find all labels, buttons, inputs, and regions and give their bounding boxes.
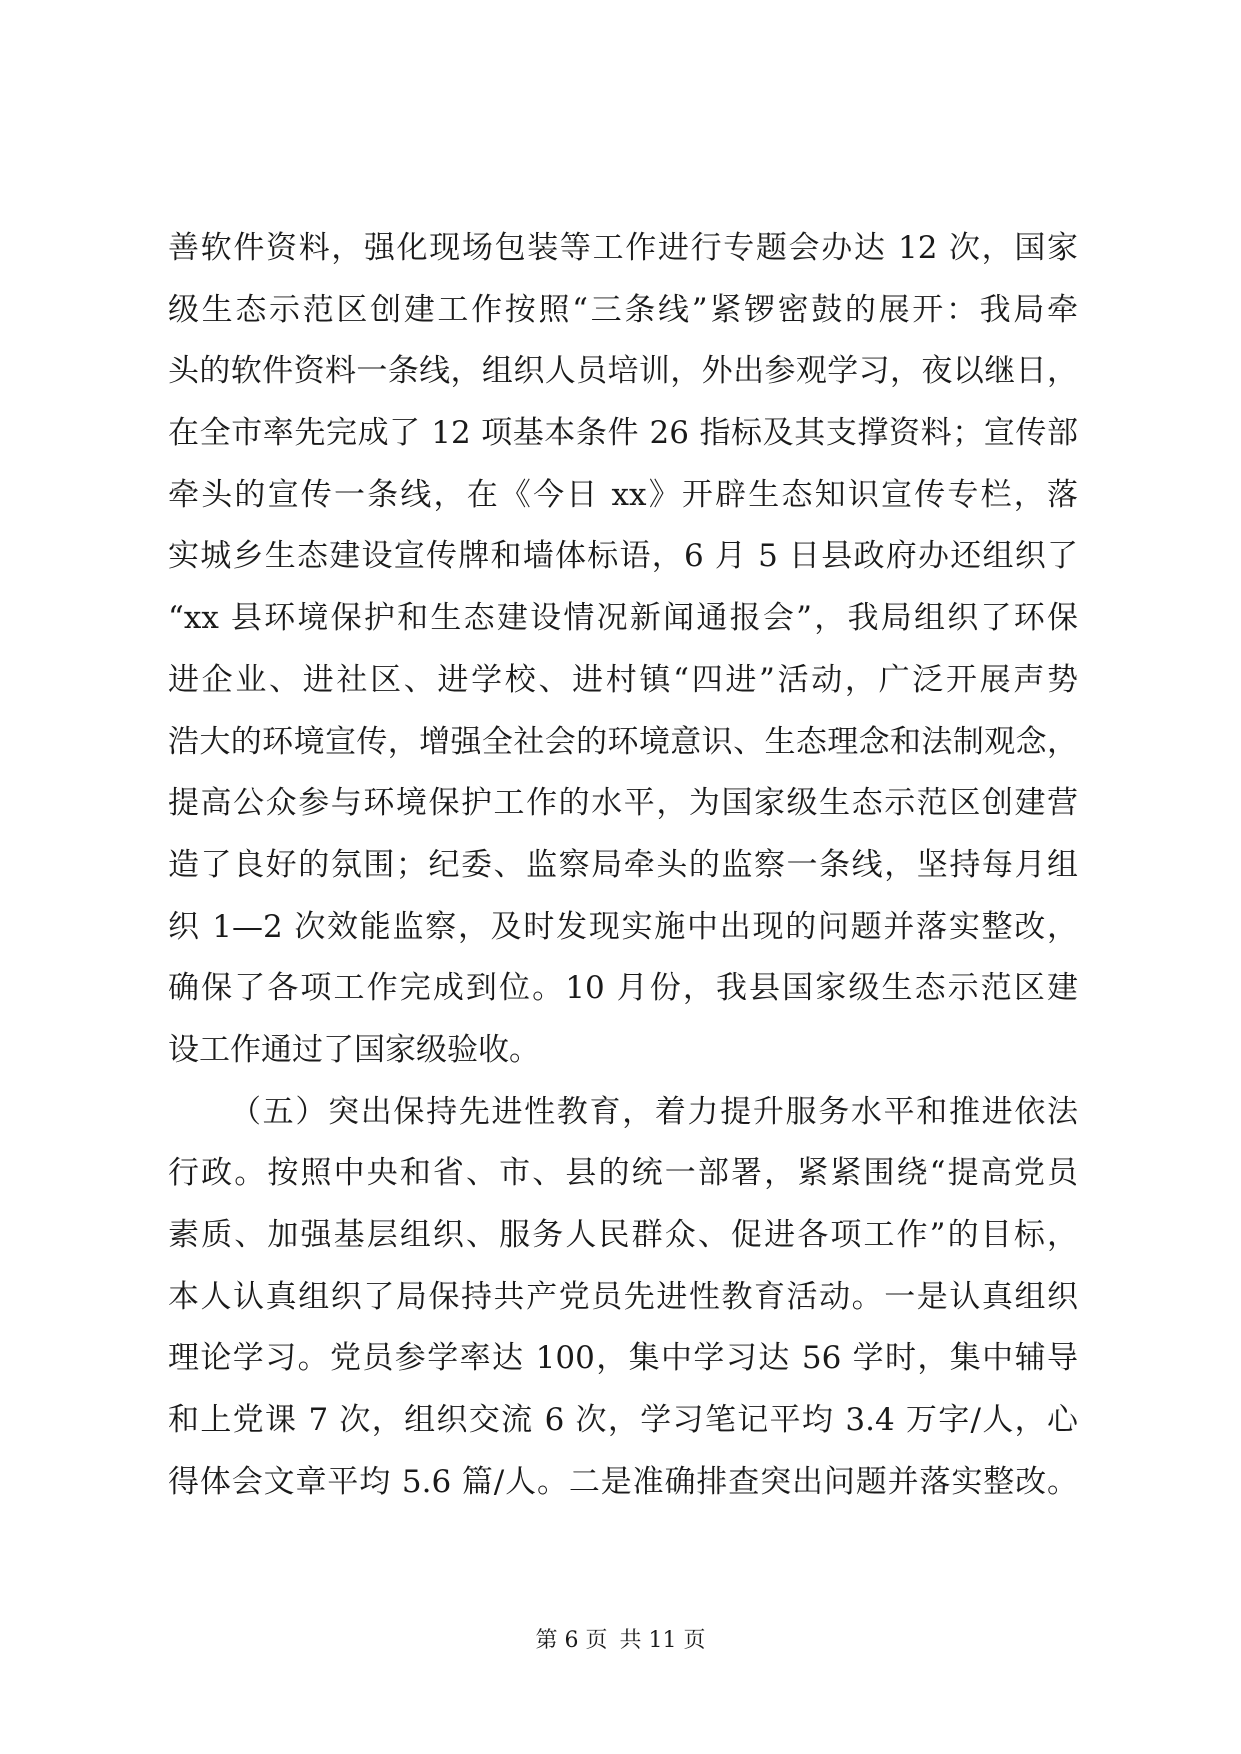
text-line: 在全市率先完成了 12 项基本条件 26 指标及其支撑资料；宣传部	[168, 415, 1078, 452]
text-line: 行政。按照中央和省、市、县的统一部署，紧紧围绕“提高党员	[168, 1155, 1078, 1192]
page-number: 第 6 页	[535, 1628, 608, 1653]
text-line: 头的软件资料一条线，组织人员培训，外出参观学习，夜以继日，	[168, 353, 1078, 390]
text-line: 造了良好的氛围；纪委、监察局牵头的监察一条线，坚持每月组	[168, 846, 1078, 883]
text-line: 进企业、进社区、进学校、进村镇“四进”活动，广泛开展声势	[168, 661, 1078, 698]
text-line: 设工作通过了国家级验收。	[168, 1031, 540, 1068]
paragraph-first-line: （五）突出保持先进性教育，着力提升服务水平和推进依法	[230, 1093, 1078, 1130]
body-text	[168, 228, 1078, 1523]
text-line: 和上党课 7 次，组织交流 6 次，学习笔记平均 3.4 万字/人，心	[168, 1402, 1078, 1439]
text-line: 得体会文章平均 5.6 篇/人。二是准确排查突出问题并落实整改。	[168, 1463, 1078, 1500]
text-line: 本人认真组织了局保持共产党员先进性教育活动。一是认真组织	[168, 1278, 1078, 1315]
text-line: 理论学习。党员参学率达 100，集中学习达 56 学时，集中辅导	[168, 1340, 1078, 1377]
page-footer	[0, 1626, 1241, 1656]
text-line: 善软件资料，强化现场包装等工作进行专题会办达 12 次，国家	[168, 230, 1078, 266]
text-line: 素质、加强基层组织、服务人民群众、促进各项工作”的目标，	[168, 1217, 1078, 1253]
text-line: “xx 县环境保护和生态建设情况新闻通报会”，我局组织了环保	[168, 600, 1078, 637]
text-line: 实城乡生态建设宣传牌和墙体标语，6 月 5 日县政府办还组织了	[168, 538, 1078, 575]
text-line: 牵头的宣传一条线，在《今日 xx》开辟生态知识宣传专栏，落	[168, 476, 1078, 513]
text-line: 提高公众参与环境保护工作的水平，为国家级生态示范区创建营	[168, 785, 1078, 822]
text-line: 浩大的环境宣传，增强全社会的环境意识、生态理念和法制观念，	[168, 723, 1078, 760]
text-line: 级生态示范区创建工作按照“三条线”紧锣密鼓的展开：我局牵	[168, 291, 1078, 328]
page-total: 共 11 页	[619, 1628, 706, 1653]
text-line: 确保了各项工作完成到位。10 月份，我县国家级生态示范区建	[168, 970, 1078, 1007]
text-line: 织 1—2 次效能监察，及时发现实施中出现的问题并落实整改，	[168, 908, 1078, 945]
